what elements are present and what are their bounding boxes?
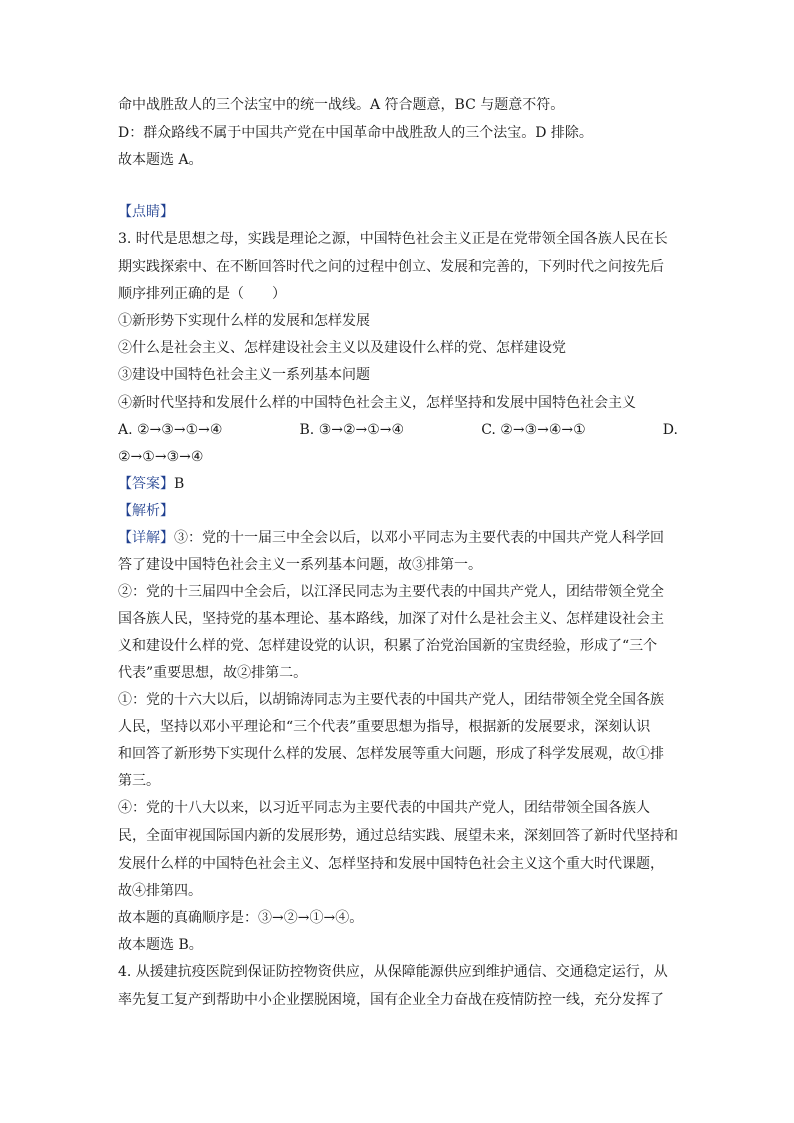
detail-line-15: 故本题的真确顺序是：③→②→①→④。 [118, 910, 364, 926]
detail-line-6: 代表”重要思想，故②排第二。 [118, 665, 308, 681]
q4-stem-line-2: 率先复工复产到帮助中小企业摆脱困境，国有企业全力奋战在疫情防控一线，充分发挥了 [118, 992, 664, 1008]
q3-answer-line [118, 475, 678, 493]
q3-option-c: C. ②→③→④→① [481, 422, 586, 438]
detail-line-16: 故本题选 B。 [118, 937, 203, 953]
q3-item-3: ③建设中国特色社会主义一系列基本问题 [118, 367, 370, 383]
answer-value: B [174, 476, 185, 492]
q3-item-4: ④新时代坚持和发展什么样的中国特色社会主义，怎样坚持和发展中国特色社会主义 [118, 395, 636, 411]
detail-line-8: 人民，坚持以邓小平理论和“三个代表”重要思想为指导，根据新的发展要求，深刻认识 [118, 719, 651, 735]
detail-line-1 [118, 529, 678, 547]
detail-line-14: 故④排第四。 [118, 883, 202, 899]
detail-line-13: 发展什么样的中国特色社会主义、怎样坚持和发展中国特色社会主义这个重大时代课题， [118, 856, 664, 872]
prev-answer-line: 故本题选 A。 [118, 152, 203, 168]
detail-tag: 【详解】 [118, 530, 174, 546]
dianjing-heading: 【点睛】 [118, 204, 174, 220]
q3-item-1: ①新形势下实现什么样的发展和怎样发展 [118, 313, 370, 329]
q3-option-d-label: D. [662, 422, 678, 438]
detail-line-11: ④：党的十八大以来，以习近平同志为主要代表的中国共产党人，团结带领全国各族人 [118, 800, 650, 816]
q3-option-b: B. ③→②→①→④ [299, 422, 405, 438]
q3-option-d-value: ②→①→③→④ [118, 449, 204, 465]
q3-stem-line-3: 顺序排列正确的是（ ） [118, 286, 286, 302]
detail-line-4: 国各族人民，坚持党的基本理论、基本路线，加深了对什么是社会主义、怎样建设社会主 [118, 611, 664, 627]
q3-stem-line-2: 期实践探索中、在不断回答时代之问的过程中创立、发展和完善的，下列时代之问按先后 [118, 259, 664, 275]
detail-line-9: 和回答了新形势下实现什么样的发展、怎样发展等重大问题，形成了科学发展观，故①排 [118, 746, 664, 762]
detail-line-7: ①：党的十六大以后，以胡锦涛同志为主要代表的中国共产党人，团结带领全党全国各族 [118, 692, 664, 708]
detail-text: ③：党的十一届三中全会以后，以邓小平同志为主要代表的中国共产党人科学回 [174, 530, 664, 546]
q3-options-row [118, 421, 678, 439]
detail-line-10: 第三。 [118, 773, 160, 789]
q3-option-a: A. ②→③→①→④ [118, 422, 223, 438]
prev-explanation-line-2: D：群众路线不属于中国共产党在中国革命中战胜敌人的三个法宝。D 排除。 [118, 125, 593, 141]
detail-line-5: 义和建设什么样的党、怎样建设党的认识，积累了治党治国新的宝贵经验，形成了“三个 [118, 638, 658, 654]
q3-stem-line-1: 3. 时代是思想之母，实践是理论之源，中国特色社会主义正是在党带领全国各族人民在长 [118, 231, 668, 247]
detail-line-3: ②：党的十三届四中全会后，以江泽民同志为主要代表的中国共产党人，团结带领全党全 [118, 584, 664, 600]
q3-item-2: ②什么是社会主义、怎样建设社会主义以及建设什么样的党、怎样建设党 [118, 340, 566, 356]
answer-tag: 【答案】 [118, 476, 174, 492]
q4-stem-line-1: 4. 从援建抗疫医院到保证防控物资供应，从保障能源供应到维护通信、交通稳定运行，从 [118, 964, 668, 980]
jiexi-heading: 【解析】 [118, 503, 174, 519]
detail-line-12: 民，全面审视国际国内新的发展形势，通过总结实践、展望未来，深刻回答了新时代坚持和 [118, 828, 678, 844]
detail-line-2: 答了建设中国特色社会主义一系列基本问题，故③排第一。 [118, 557, 482, 573]
prev-explanation-line-1: 命中战胜敌人的三个法宝中的统一战线。A 符合题意，BC 与题意不符。 [118, 97, 565, 113]
